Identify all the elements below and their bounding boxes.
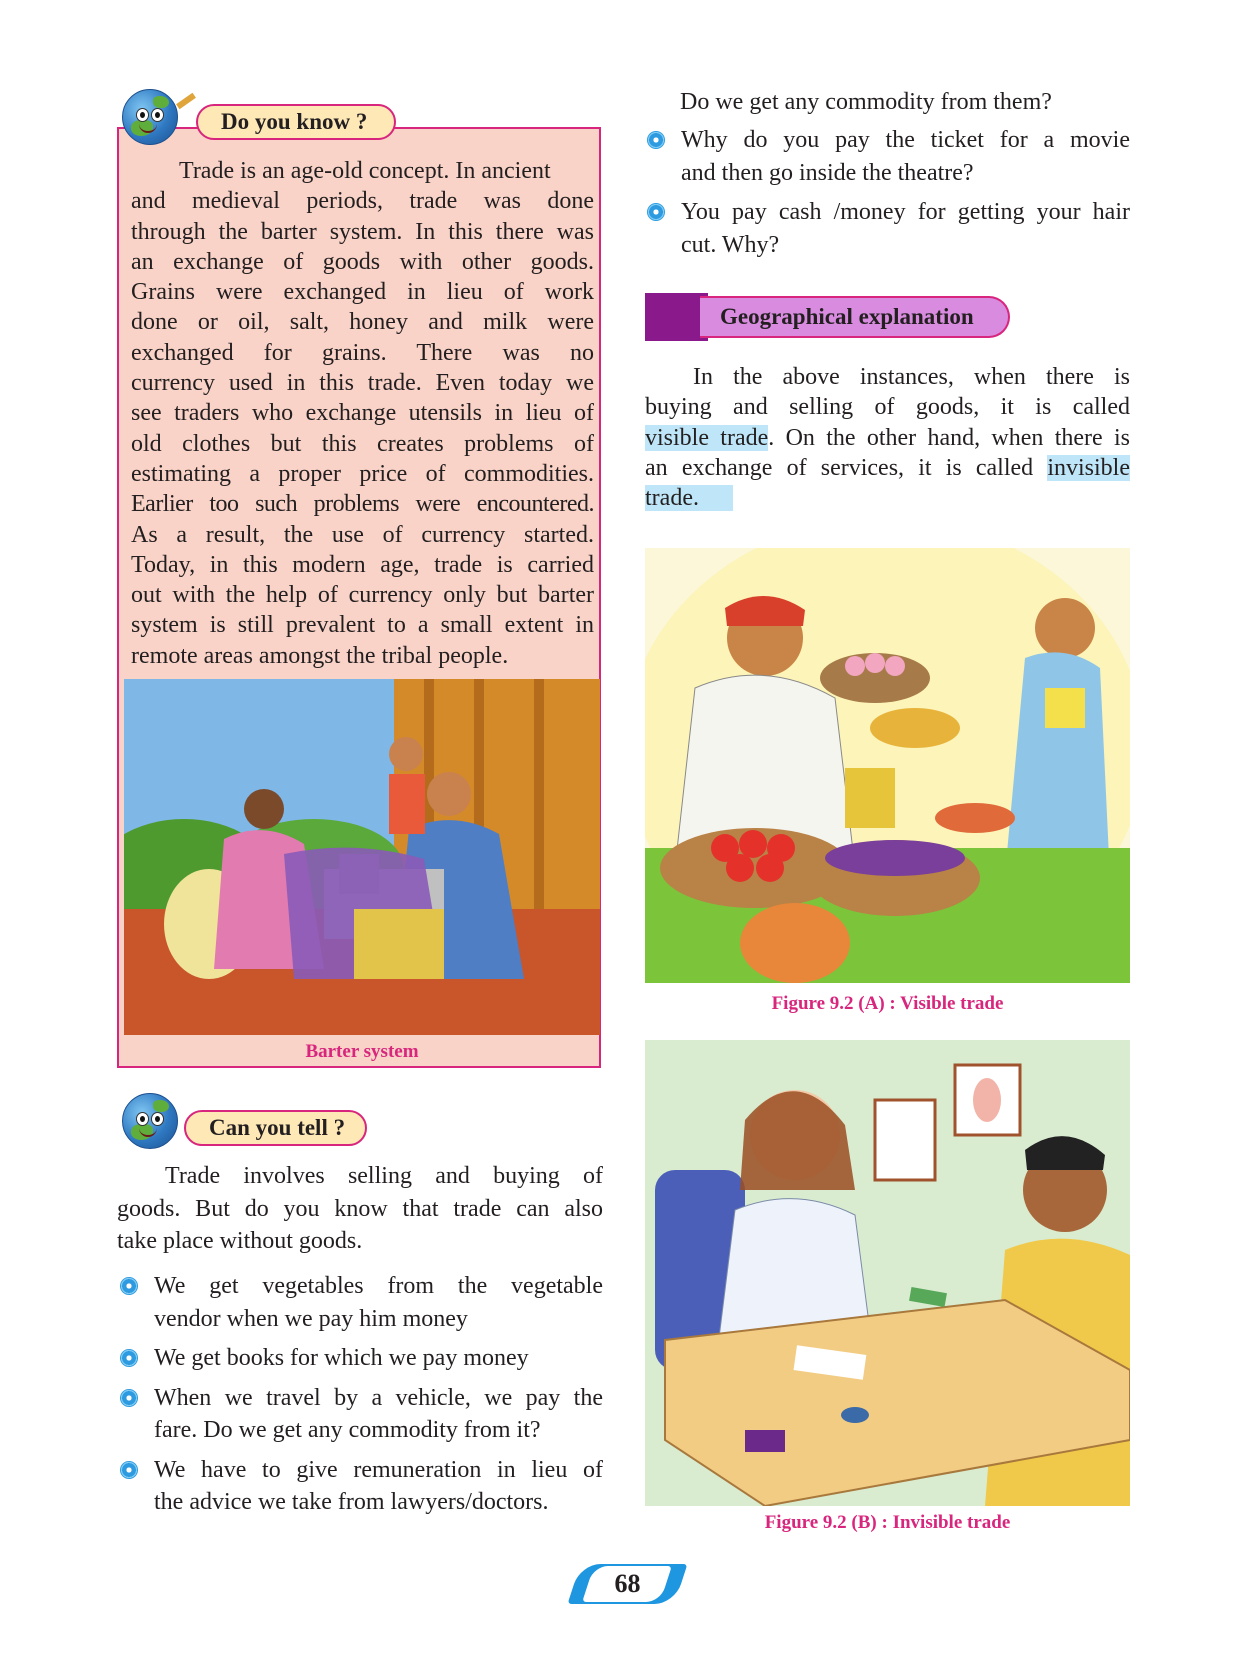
barter-system-illustration <box>124 679 600 1035</box>
paragraph-line: Trade is an age-old concept. In ancient <box>179 158 551 184</box>
paragraph-line: an exchange of services, it is called invisible <box>645 454 1130 481</box>
globe-mascot-icon <box>122 1093 178 1149</box>
paragraph-line: system is still prevalent to a small extent in <box>131 612 594 639</box>
list-item: Why do you pay the ticket for a movie and then go inside the theatre? <box>646 124 1130 189</box>
paragraph-line: done or oil, salt, honey and milk were <box>131 309 594 336</box>
paragraph-line: an exchange of goods with other goods. <box>131 248 594 275</box>
paragraph-line: remote areas amongst the tribal people. <box>131 642 509 669</box>
geographical-explanation-heading: Geographical explanation <box>700 296 1010 338</box>
paragraph-line: take place without goods. <box>117 1228 363 1254</box>
continued-question: Do we get any commodity from them? <box>680 89 1052 115</box>
paragraph-line: visible trade. On the other hand, when there is <box>645 424 1131 451</box>
list-item: When we travel by a vehicle, we pay the fare. Do we get any commodity from it? <box>119 1382 603 1447</box>
section-marker <box>645 293 708 341</box>
globe-mascot-icon <box>122 89 178 145</box>
can-you-tell-list <box>119 1270 603 1519</box>
highlight-invisible: invisible <box>1047 454 1130 481</box>
paragraph-line: estimating a proper price of commodities. <box>131 460 594 487</box>
list-item: We have to give remuneration in lieu of the advice we take from lawyers/doctors. <box>119 1454 603 1519</box>
bullet-flower-icon <box>648 132 664 148</box>
paragraph-line: exchanged for grains. There was no <box>131 339 594 366</box>
paragraph-line: Today, in this modern age, trade is carried <box>131 551 594 578</box>
paragraph-line: goods. But do you know that trade can also <box>117 1195 603 1222</box>
highlight-visible-trade: visible trade <box>645 424 769 451</box>
right-question-list <box>646 124 1130 261</box>
paragraph-line: old clothes but this creates problems of <box>131 430 594 457</box>
paragraph-line: through the barter system. In this there was <box>131 218 594 245</box>
paragraph-line: buying and selling of goods, it is called <box>645 394 1130 421</box>
barter-system-caption: Barter system <box>305 1041 419 1062</box>
paragraph-line: As a result, the use of currency started. <box>131 521 594 548</box>
geographical-explanation-paragraph <box>645 362 1130 513</box>
figure-a-caption: Figure 9.2 (A) : Visible trade <box>771 993 1004 1014</box>
list-item: You pay cash /money for getting your hair cut. Why? <box>646 196 1130 261</box>
paragraph-line <box>645 483 1130 513</box>
paragraph-line: Earlier too such problems were encountered. <box>131 491 594 518</box>
bullet-flower-icon <box>121 1390 137 1406</box>
do-you-know-heading: Do you know ? <box>196 104 396 140</box>
highlight-trade: trade. <box>645 485 733 511</box>
list-item: We get books for which we pay money <box>119 1342 603 1375</box>
do-you-know-paragraph <box>131 156 594 671</box>
bullet-flower-icon <box>648 204 664 220</box>
pencil-icon <box>176 93 196 109</box>
bullet-flower-icon <box>121 1278 137 1294</box>
paragraph-line: Trade involves selling and buying of <box>165 1163 603 1189</box>
bullet-flower-icon <box>121 1350 137 1366</box>
paragraph-line: Grains were exchanged in lieu of work <box>131 279 594 306</box>
figure-b-caption: Figure 9.2 (B) : Invisible trade <box>764 1512 1011 1533</box>
visible-trade-illustration <box>645 548 1130 983</box>
paragraph-line: and medieval periods, trade was done <box>131 188 594 215</box>
paragraph-line: see traders who exchange utensils in lieu of <box>131 400 594 427</box>
paragraph-line: In the above instances, when there is <box>693 364 1130 390</box>
paragraph-line: out with the help of currency only but barter <box>131 582 594 609</box>
paragraph-line: currency used in this trade. Even today we <box>131 370 594 397</box>
can-you-tell-heading: Can you tell ? <box>184 1110 367 1146</box>
invisible-trade-illustration <box>645 1040 1130 1506</box>
list-item: We get vegetables from the vegetable vendor when we pay him money <box>119 1270 603 1335</box>
can-you-tell-intro <box>117 1160 603 1258</box>
bullet-flower-icon <box>121 1462 137 1478</box>
page-number: 68 <box>614 1569 641 1598</box>
